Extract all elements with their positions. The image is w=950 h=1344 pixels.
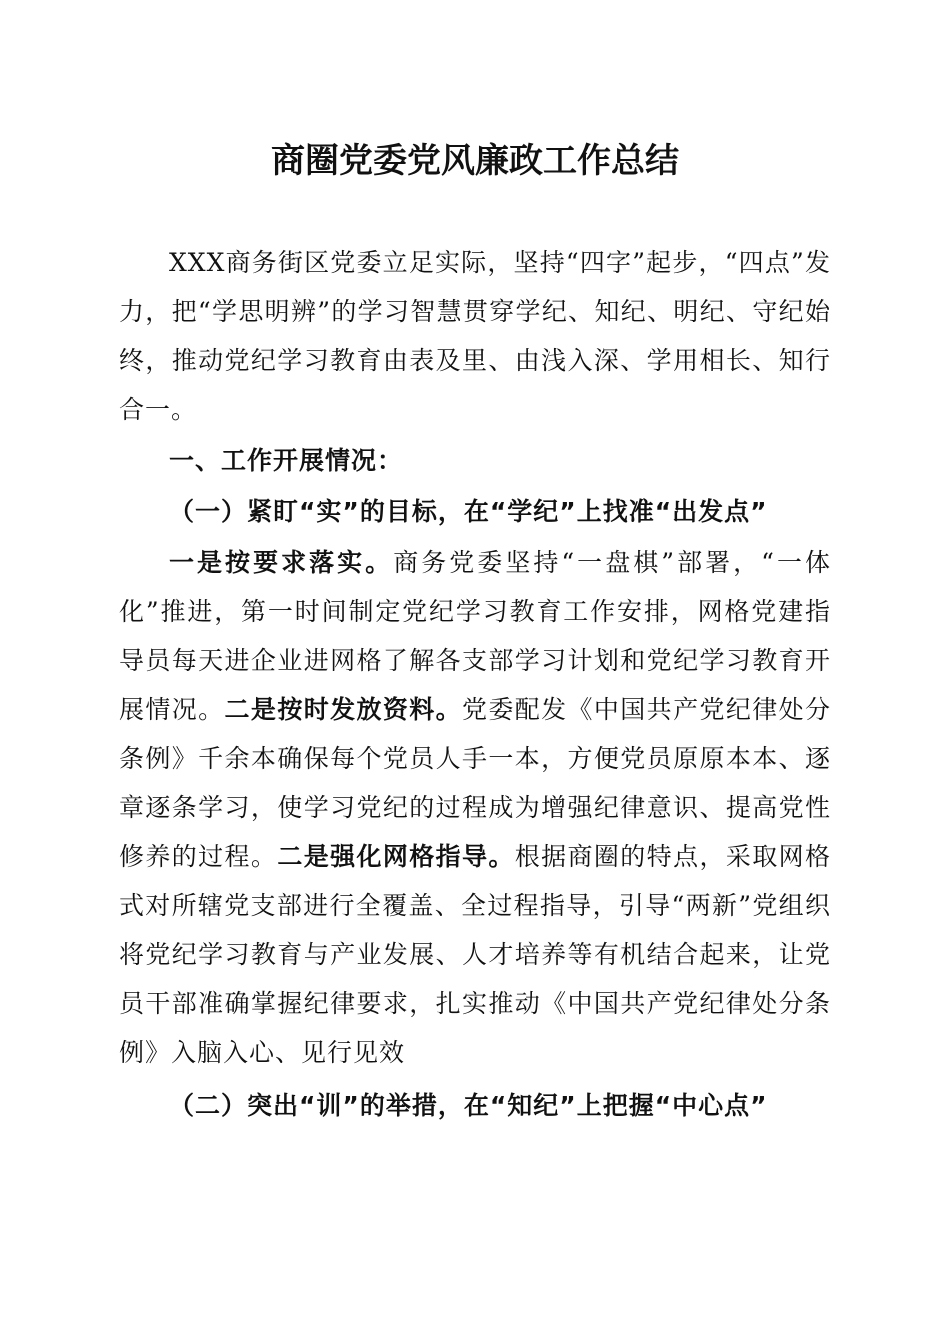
lead-phrase-3: 二是强化网格指导。 — [277, 842, 515, 871]
document-body — [119, 238, 831, 1130]
lead-phrase-1: 一是按要求落实。 — [169, 548, 394, 577]
intro-paragraph: XXX商务街区党委立足实际，坚持“四字”起步，“四点”发力，把“学思明辨”的学习智慧贯穿学纪、知纪、明纪、守纪始终，推动党纪学习教育由表及里、由浅入深、学用相长、知行合一。 — [119, 248, 831, 424]
body-text-2: 党委配发《中国共产党纪律处分条例》千余本确保每个党员人手一本，方便党员原原本本、逐章逐条学习，使学习党纪的过程成为增强纪律意识、提高党性修养的过程。 — [119, 695, 831, 871]
body-paragraph-1 — [119, 538, 831, 1077]
lead-phrase-2: 二是按时发放资料。 — [224, 695, 462, 724]
subsection-heading-2: （二）突出“训”的举措，在“知纪”上把握“中心点” — [169, 1091, 768, 1120]
subsection-heading-1: （一）紧盯“实”的目标，在“学纪”上找准“出发点” — [169, 497, 768, 526]
body-text-3: 根据商圈的特点，采取网格式对所辖党支部进行全覆盖、全过程指导，引导“两新”党组织将党纪学习教育与产业发展、人才培养等有机结合起来，让党员干部准确掌握纪律要求，扎实推动《中国共产党纪律处分条例》入脑入心、见行见效 — [119, 842, 831, 1067]
document-title: 商圈党委党风廉政工作总结 — [271, 141, 679, 181]
body-text-1: 商务党委坚持“一盘棋”部署，“一体化”推进，第一时间制定党纪学习教育工作安排，网格党建指导员每天进企业进网格了解各支部学习计划和党纪学习教育开展情况。 — [119, 548, 831, 724]
section-heading-1: 一、工作开展情况： — [169, 446, 404, 475]
